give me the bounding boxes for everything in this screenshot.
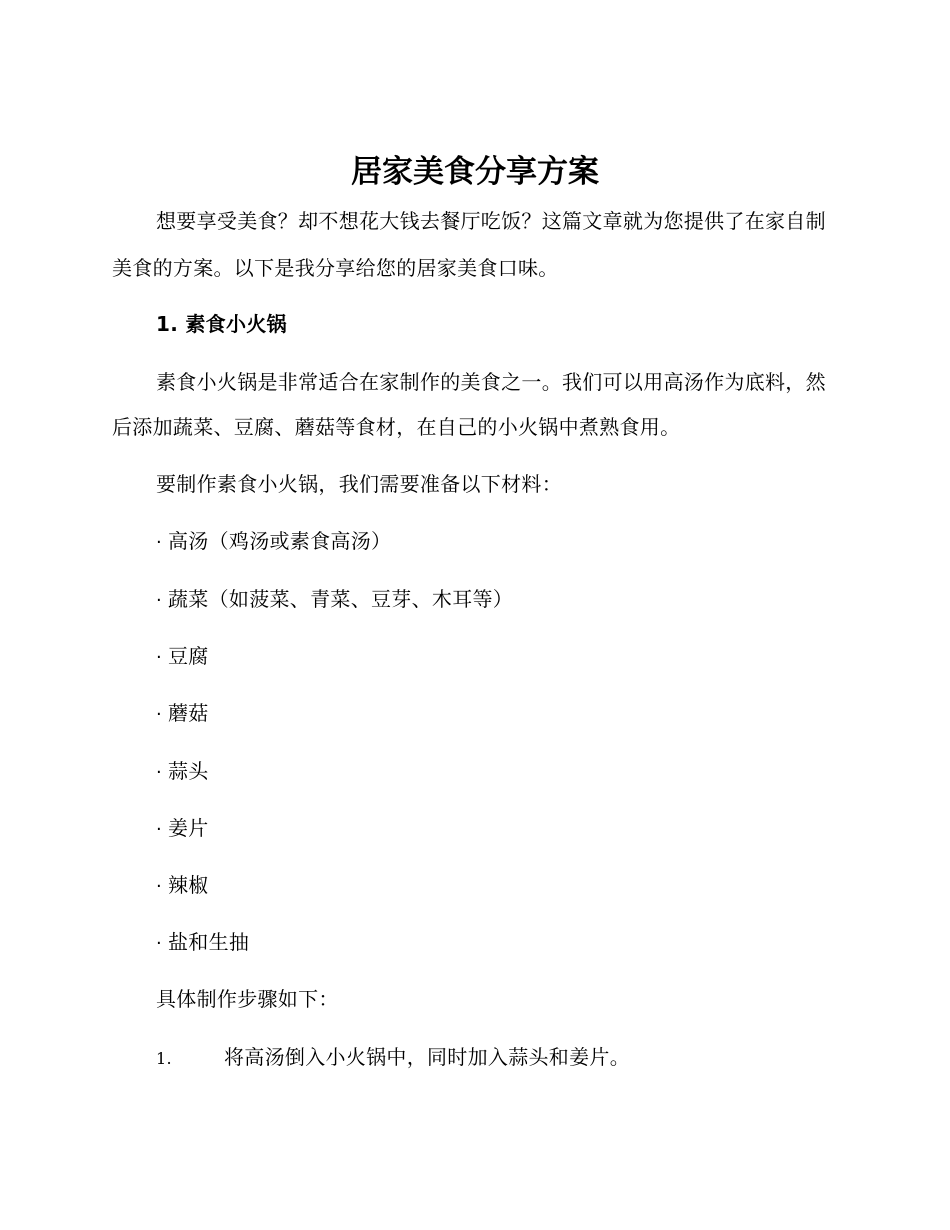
ingredient-text: 姜片 (168, 816, 209, 840)
ingredient-item (156, 584, 513, 616)
bullet-icon: · (156, 647, 163, 668)
step-number: 1. (156, 1049, 172, 1068)
bullet-icon: · (156, 704, 163, 725)
bullet-icon: · (156, 590, 163, 611)
bullet-icon: · (156, 876, 163, 897)
section-heading-vegetarian-hotpot: 1. 素食小火锅 (156, 312, 287, 336)
ingredient-text: 蔬菜（如菠菜、青菜、豆芽、木耳等） (168, 587, 514, 611)
ingredient-text: 蘑菇 (168, 701, 209, 725)
step-item (156, 1042, 630, 1074)
page-title: 居家美食分享方案 (351, 154, 599, 190)
ingredient-item (156, 641, 209, 673)
ingredient-item (156, 698, 209, 730)
bullet-icon: · (156, 819, 163, 840)
bullet-icon: · (156, 933, 163, 954)
ingredient-item (156, 870, 209, 902)
intro-paragraph: 想要享受美食？却不想花大钱去餐厅吃饭？这篇文章就为您提供了在家自制美食的方案。以下是我分享给您的居家美食口味。 (112, 209, 826, 280)
ingredient-item (156, 526, 391, 558)
bullet-icon: · (156, 532, 163, 553)
ingredient-text: 豆腐 (168, 644, 209, 668)
bullet-icon: · (156, 762, 163, 783)
ingredients-intro: 要制作素食小火锅，我们需要准备以下材料： (156, 472, 562, 496)
ingredient-item (156, 927, 249, 959)
ingredient-text: 蒜头 (168, 759, 209, 783)
ingredient-text: 辣椒 (168, 873, 209, 897)
ingredient-item (156, 813, 209, 845)
step-text: 将高汤倒入小火锅中，同时加入蒜头和姜片。 (224, 1045, 630, 1069)
ingredient-text: 盐和生抽 (168, 930, 250, 954)
ingredient-text: 高汤（鸡汤或素食高汤） (168, 529, 392, 553)
section-description: 素食小火锅是非常适合在家制作的美食之一。我们可以用高汤作为底料，然后添加蔬菜、豆腐、蘑菇等食材，在自己的小火锅中煮熟食用。 (112, 370, 826, 439)
steps-intro: 具体制作步骤如下： (156, 987, 339, 1011)
ingredient-item (156, 756, 209, 788)
